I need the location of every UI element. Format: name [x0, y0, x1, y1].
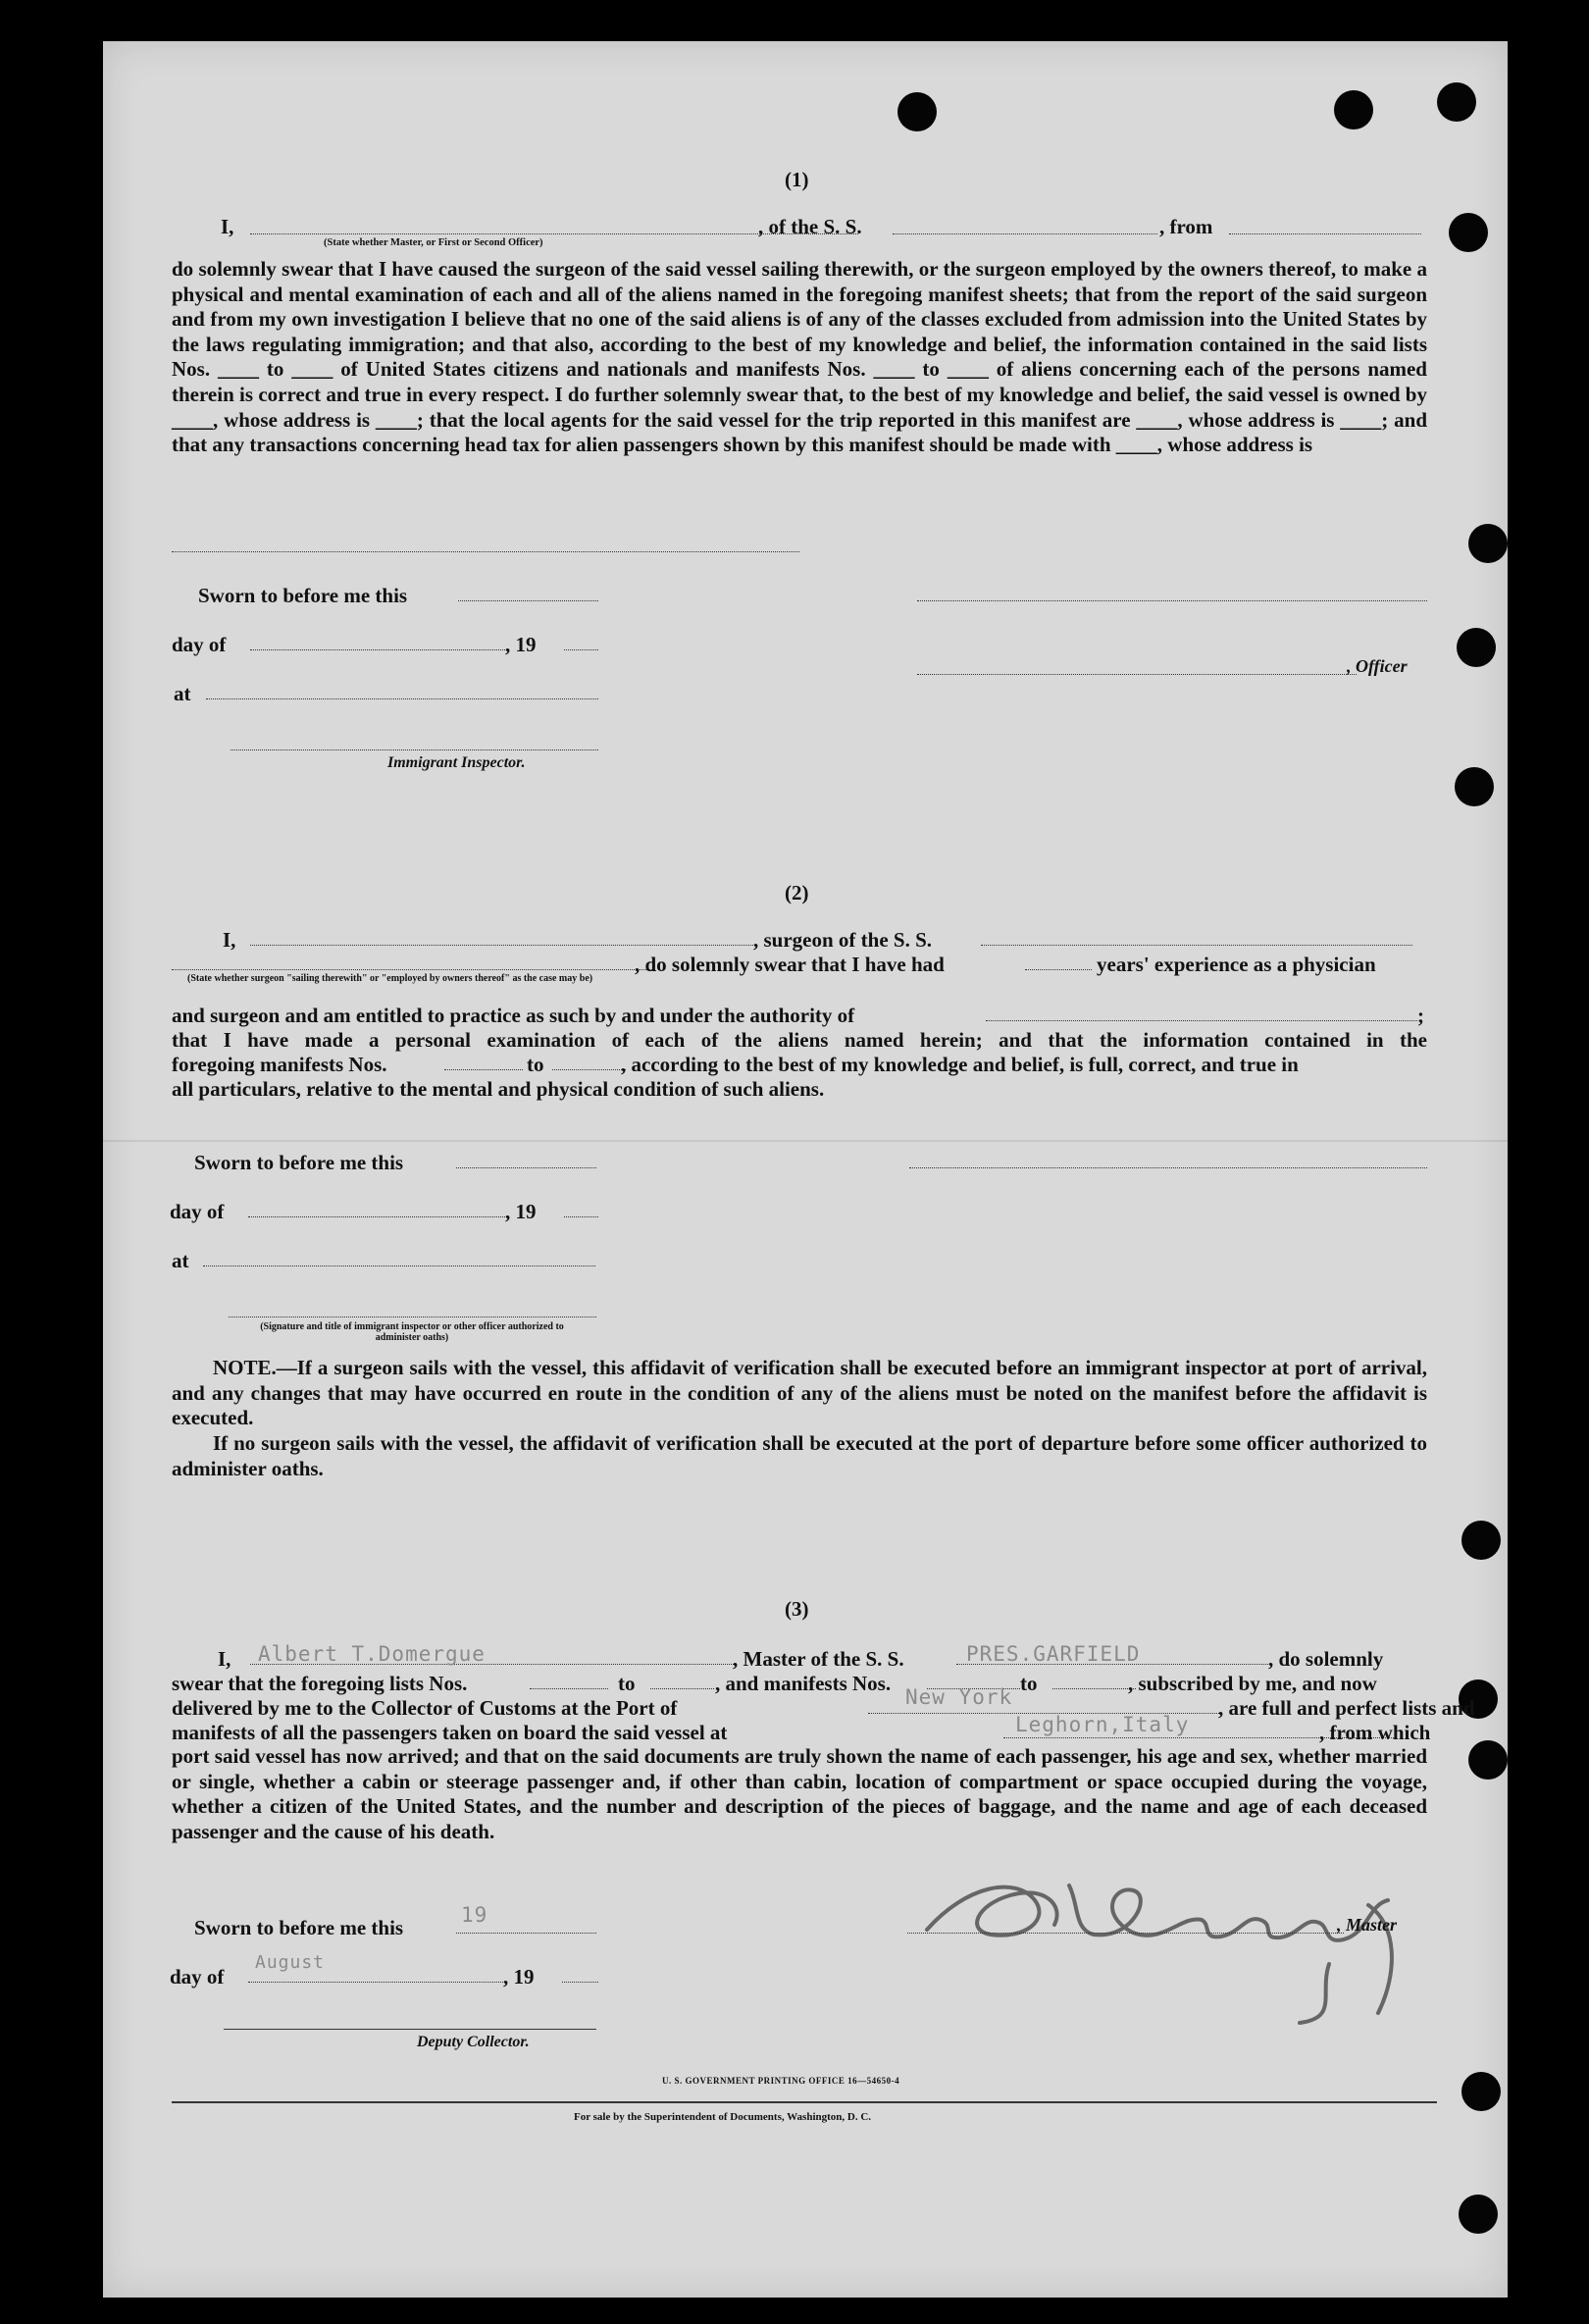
sworn-label: Sworn to before me this — [194, 1151, 404, 1174]
inspector-label: Immigrant Inspector. — [387, 754, 526, 771]
year-field[interactable] — [562, 1982, 598, 1983]
month-field[interactable] — [250, 649, 505, 650]
label-do-solemnly: , do solemnly — [1268, 1647, 1384, 1671]
year-label: , 19 — [505, 633, 537, 656]
punch-hole — [1459, 2195, 1498, 2234]
officer-signature-field[interactable] — [917, 600, 1427, 601]
month-field[interactable] — [248, 1982, 503, 1983]
sworn-day-value: 19 — [461, 1903, 488, 1927]
section3-body: port said vessel has now arrived; and that on the said documents are truly shown the name of each passenger, his age and sex, whether married or single, whether a cabin or steerage passenger and, if other than cabin, location of compartment or space occupied during the voyage, whether a citizen of the United States, and the number and description of the pieces of baggage, and the name and age of each deceased passenger and the cause of his death. — [172, 1744, 1427, 1843]
authority-field[interactable] — [986, 1020, 1417, 1021]
officer-rank-note: (State whether Master, or First or Second Officer) — [324, 237, 543, 248]
belief-label: , according to the best of my knowledge and belief, is full, correct, and true in — [621, 1053, 1299, 1076]
authorized-note: (Signature and title of immigrant inspector or other officer authorized to administer oaths) — [260, 1321, 564, 1343]
manifests-label: foregoing manifests Nos. — [172, 1053, 387, 1076]
note-2: If no surgeon sails with the vessel, the affidavit of verification shall be executed at the port of departure before some officer authorized to administer oaths. — [172, 1431, 1427, 1480]
from-which-label: , from which — [1319, 1721, 1431, 1744]
to-label: to — [618, 1672, 636, 1695]
manifests-to-field[interactable] — [1052, 1688, 1136, 1689]
punch-hole — [1334, 90, 1373, 129]
sworn-label: Sworn to before me this — [194, 1916, 404, 1939]
section1-body: do solemnly swear that I have caused the surgeon of the said vessel sailing therewith, or the surgeon employed by the owners thereof, to make a physical and mental examination of each and all of the aliens named in the foregoing manifest sheets; that from the report of the said surgeon and from my own investigation I believe that no one of the said aliens is of any of the classes excluded from admission into the United States by the laws regulating immigration; and that also, according to the best of my knowledge and belief, the information contained in the said lists Nos. ____ to ____ of United States citizens and nationals and manifests Nos. ____ to ____ of aliens concerning each of the persons named therein is correct and true in every respect. I do further solemnly swear that, to the best of my knowledge and belief, the said vessel is owned by ____, whose address is ____; that the local agents for the said vessel for the trip reported in this manifest are ____, whose address is ____; and that any transactions concerning head tax for alien passengers shown by this manifest should be made with ____, whose address is — [172, 257, 1427, 457]
punch-hole — [1468, 524, 1508, 563]
inspector-signature-field[interactable] — [231, 749, 598, 750]
manifests-label: , and manifests Nos. — [715, 1672, 892, 1695]
sworn-day-field[interactable] — [456, 1933, 596, 1934]
punch-hole — [1461, 1521, 1501, 1560]
to-label: to — [527, 1053, 544, 1076]
manifest-from-field[interactable] — [444, 1069, 523, 1070]
surgeon-vessel-field[interactable] — [981, 945, 1412, 946]
day-of-label: day of — [172, 633, 227, 656]
label-master-of: , Master of the S. S. — [733, 1647, 904, 1671]
vessel-value: PRES.GARFIELD — [966, 1642, 1141, 1666]
punch-hole — [1468, 1740, 1508, 1780]
officer-label: , Officer — [1347, 656, 1408, 676]
year-field[interactable] — [564, 649, 598, 650]
year-field[interactable] — [564, 1216, 598, 1217]
sworn-label: Sworn to before me this — [198, 584, 408, 607]
authority-label: and surgeon and am entitled to practice as such by and under the authority of — [172, 1004, 855, 1027]
deputy-signature-field[interactable] — [224, 2029, 596, 2030]
surgeon-status-note: (State whether surgeon "sailing therewith" or "employed by owners thereof" as the case may be) — [187, 973, 593, 984]
surgeon-status-field[interactable] — [172, 969, 652, 970]
delivered-label: delivered by me to the Collector of Customs at the Port of — [172, 1696, 678, 1720]
lists-to-field[interactable] — [650, 1688, 714, 1689]
port-value: New York — [905, 1685, 1013, 1709]
full-perfect-label: , are full and perfect lists and — [1218, 1696, 1475, 1720]
at-label: at — [174, 682, 191, 705]
fold-line — [103, 1140, 1508, 1142]
to-label: to — [1020, 1672, 1038, 1695]
year-label: , 19 — [503, 1965, 535, 1988]
lists-from-field[interactable] — [530, 1688, 608, 1689]
label-i: I, — [223, 928, 236, 952]
departure-value: Leghorn,Italy — [1015, 1713, 1190, 1736]
label-from: , from — [1159, 215, 1213, 238]
day-of-label: day of — [170, 1200, 225, 1223]
officer-title-field[interactable] — [917, 674, 1357, 675]
master-name-value: Albert T.Domergue — [258, 1642, 486, 1666]
footer-rule — [172, 2101, 1437, 2103]
section-number: (2) — [785, 881, 809, 904]
label-i: I, — [221, 215, 234, 238]
years-field[interactable] — [1025, 969, 1092, 970]
swear-label: , do solemnly swear that I have had — [635, 953, 945, 976]
punch-hole — [897, 92, 937, 131]
sale-note: For sale by the Superintendent of Documents, Washington, D. C. — [574, 2111, 872, 2123]
punch-hole — [1457, 628, 1496, 667]
punch-hole — [1437, 82, 1476, 122]
day-of-label: day of — [170, 1965, 225, 1988]
label-surgeon-of: , surgeon of the S. S. — [753, 928, 933, 952]
section-number: (3) — [785, 1597, 809, 1621]
month-field[interactable] — [248, 1216, 505, 1217]
at-label: at — [172, 1249, 189, 1272]
label-of-ss: , of the S. S. — [758, 215, 862, 238]
manifest-affidavit-page: (1) I, (State whether Master, or First or Second Officer) , of the S. S. , from do solemnly swear that I have caused the surgeon of the said vessel sailing therewith, or the surgeon employed by the owners thereof, to make a physical and mental examination of each and all of the aliens named in the foregoing manifest sheets; that from the report of the said surgeon and from my own investigation I believe that no one of the said aliens is of any of the classes excluded from admission into the United States by the laws regulating immigration; and that also, according to the best of my knowledge and belief, the information contained in the said lists Nos. ____ to ____ of United States citizens and nationals and manifests Nos. ____ to ____ of aliens concerning each of the persons named therein is correct and true in every respect. I do further solemnly swear that, to the best of my knowledge and belief, the said vessel is owned by ____, whose address is ____; that the local agents for the said vessel for the trip reported in this manifest are ____, whose address is ____; and that any transactions concerning head tax for alien passengers shown by this manifest should be made with ____, whose address is Sworn to before me this day of , 19 , Officer at Immigrant Inspector. (2) I, , surgeon of the S. S. , do solemnly swear that I have had years' experience as a physician (State whether surgeon "sailing therewith" or "employed by owners thereof" as the case may be) and surgeon and am entitled to practice as such by and under the authority of ; that I have made a personal examination of each of the aliens named herein; and that the information contained in the foregoing manifests Nos. to , according to the best of my knowledge and belief, is full, correct, and true in all particulars, relative to the mental and physical condition of such aliens. Sworn to before me this day of , 19 at (Signature and title of immigrant inspector or other officer authorized to administer oaths) NOTE.—If a surgeon sails with the vessel, this affidavit of verification shall be executed before an immigrant inspector at port of arrival, and any changes that may have occurred en route in the condition of any of the aliens must be noted on the manifest before the affidavit is executed. If no surgeon sails with the vessel, the affidavit of verification shall be executed at the port of departure before some officer authorized to administer oaths. (3) I, Albert T.Domergue , Master of the S. S. PRES.GARFIELD , do solemnly swear that the foregoing lists Nos. to , and manifests Nos. to , subscribed by me, and now delivered by me to the Collector of Customs at the Port of New York , are full and perfect lists and manifests of all the passengers taken on board the said vessel at Leghorn,Italy , from which port said vessel has now arrived; and that on the said documents are truly shown the name of each passenger, his age and sex, whether married or single, whether a cabin or steerage passenger and, if other than cabin, location of compartment or space occupied during the voyage, whether a citizen of the United States, and the number and description of the pieces of baggage, and the name and age of each deceased passenger and the cause of his death. Sworn to before me this 19 , Master day of August , 19 Deputy Collector. U. S. GOVERNMENT PRINTING OFFICE 16—54650-4 For sale by the Superintendent of Documents, Washington, D. C. — [103, 41, 1508, 2298]
month-value: August — [255, 1952, 326, 1973]
address-continuation-field[interactable] — [172, 551, 799, 552]
vessel-name-field[interactable] — [893, 233, 1157, 234]
master-signature — [907, 1846, 1457, 2033]
punch-hole — [1449, 213, 1488, 252]
note-1: NOTE.—If a surgeon sails with the vessel, this affidavit of verification shall be executed before an immigrant inspector at port of arrival, and any changes that may have occurred en route in the condition of any of the aliens must be noted on the manifest before the affidavit is executed. — [172, 1356, 1427, 1430]
master-signature-field[interactable] — [907, 1933, 1344, 1934]
punch-hole — [1455, 767, 1494, 806]
deputy-label: Deputy Collector. — [417, 2034, 530, 2050]
surgeon-signature-field[interactable] — [909, 1167, 1427, 1168]
section2-line: that I have made a personal examination of each of the aliens named herein; and that the information contained in the — [172, 1028, 1427, 1052]
manifest-to-field[interactable] — [552, 1069, 626, 1070]
sworn-day-field[interactable] — [456, 1167, 596, 1168]
label-i: I, — [218, 1647, 231, 1671]
at-place-field[interactable] — [206, 698, 598, 699]
from-port-field[interactable] — [1229, 233, 1421, 234]
surgeon-name-field[interactable] — [250, 945, 755, 946]
year-label: , 19 — [505, 1200, 537, 1223]
sworn-day-field[interactable] — [458, 600, 598, 601]
lists-label: swear that the foregoing lists Nos. — [172, 1672, 468, 1695]
punch-hole — [1461, 2072, 1501, 2111]
section2-line: all particulars, relative to the mental and physical condition of such aliens. — [172, 1077, 825, 1101]
section-number: (1) — [785, 168, 809, 191]
at-place-field[interactable] — [203, 1265, 595, 1266]
subscribed-label: , subscribed by me, and now — [1128, 1672, 1377, 1695]
manifests-all-label: manifests of all the passengers taken on board the said vessel at — [172, 1721, 728, 1744]
years-label: years' experience as a physician — [1097, 953, 1376, 976]
master-label: , Master — [1337, 1915, 1398, 1935]
printing-office-note: U. S. GOVERNMENT PRINTING OFFICE 16—54650-4 — [662, 2076, 900, 2086]
